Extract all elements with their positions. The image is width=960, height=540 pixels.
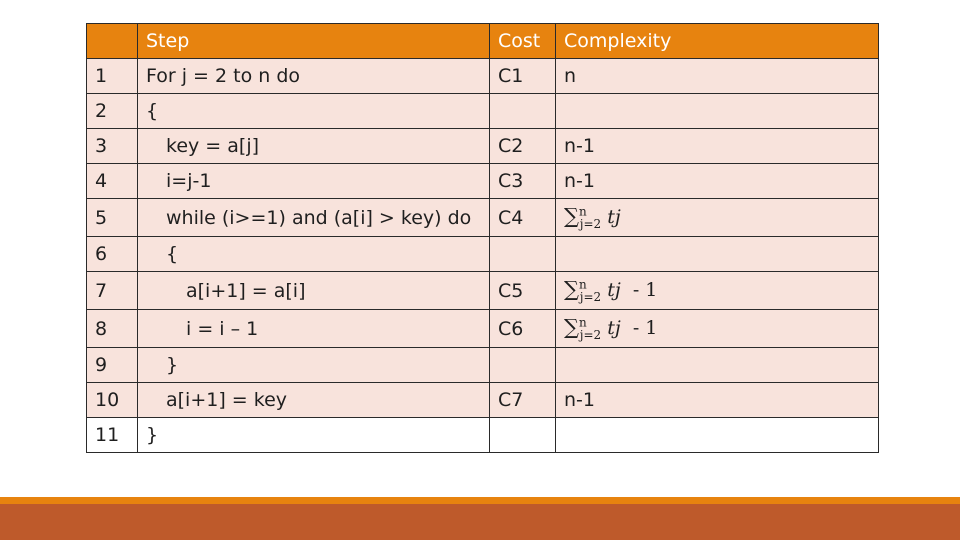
header-cost: Cost: [490, 24, 556, 59]
step-code: key = a[j]: [166, 135, 260, 157]
table-row: [87, 310, 879, 348]
cost-cell: [490, 418, 556, 453]
table-row: [87, 418, 879, 453]
complexity-cell: n-1: [556, 164, 879, 199]
row-number: 10: [87, 383, 138, 418]
step-cell: [138, 348, 490, 383]
table-row: [87, 348, 879, 383]
summation-formula: ∑$^n_{j=2}$ tj: [564, 204, 621, 231]
row-number: 9: [87, 348, 138, 383]
complexity-cell: [556, 310, 879, 348]
row-number: 4: [87, 164, 138, 199]
row-number: 6: [87, 237, 138, 272]
step-code: For j = 2 to n do: [146, 65, 301, 87]
cost-cell: C1: [490, 59, 556, 94]
table-row: [87, 199, 879, 237]
cost-cell: C6: [490, 310, 556, 348]
table-row: [87, 164, 879, 199]
cost-cell: C3: [490, 164, 556, 199]
cost-cell: [490, 348, 556, 383]
table-row: [87, 129, 879, 164]
cost-cell: C5: [490, 272, 556, 310]
step-code: a[i+1] = key: [166, 389, 288, 411]
table-row: [87, 237, 879, 272]
cost-cell: C4: [490, 199, 556, 237]
cost-cell: [490, 237, 556, 272]
complexity-cell: [556, 237, 879, 272]
header-complexity: Complexity: [556, 24, 879, 59]
step-code: }: [146, 424, 159, 446]
algorithm-table: [86, 23, 879, 453]
cost-cell: C7: [490, 383, 556, 418]
step-cell: [138, 383, 490, 418]
table-row: [87, 383, 879, 418]
complexity-cell: [556, 199, 879, 237]
step-cell: [138, 94, 490, 129]
cost-cell: [490, 94, 556, 129]
complexity-cell: n-1: [556, 383, 879, 418]
footer-stripe: [0, 497, 960, 504]
step-code: }: [166, 354, 179, 376]
summation-formula: ∑$^n_{j=2}$ tj - 1: [564, 315, 658, 342]
row-number: 5: [87, 199, 138, 237]
step-code: i = i – 1: [186, 317, 259, 340]
complexity-cell: n-1: [556, 129, 879, 164]
step-code: {: [166, 243, 179, 265]
cost-cell: C2: [490, 129, 556, 164]
step-cell: [138, 199, 490, 237]
table-row: [87, 272, 879, 310]
complexity-cell: n: [556, 59, 879, 94]
step-code: while (i>=1) and (a[i] > key) do: [166, 206, 472, 229]
row-number: 11: [87, 418, 138, 453]
step-code: {: [146, 100, 159, 122]
row-number: 8: [87, 310, 138, 348]
step-cell: [138, 129, 490, 164]
footer-band: [0, 504, 960, 540]
header-row: [87, 24, 879, 59]
complexity-cell: [556, 348, 879, 383]
row-number: 7: [87, 272, 138, 310]
header-num: [87, 24, 138, 59]
header-step: Step: [138, 24, 490, 59]
complexity-cell: [556, 94, 879, 129]
row-number: 2: [87, 94, 138, 129]
step-cell: [138, 59, 490, 94]
complexity-cell: [556, 418, 879, 453]
table-row: [87, 59, 879, 94]
row-number: 1: [87, 59, 138, 94]
row-number: 3: [87, 129, 138, 164]
table-row: [87, 94, 879, 129]
step-code: i=j-1: [166, 170, 212, 192]
step-cell: [138, 418, 490, 453]
step-cell: [138, 164, 490, 199]
step-cell: [138, 237, 490, 272]
step-cell: [138, 310, 490, 348]
step-cell: [138, 272, 490, 310]
step-code: a[i+1] = a[i]: [186, 279, 306, 302]
summation-formula: ∑$^n_{j=2}$ tj - 1: [564, 277, 658, 304]
complexity-cell: [556, 272, 879, 310]
